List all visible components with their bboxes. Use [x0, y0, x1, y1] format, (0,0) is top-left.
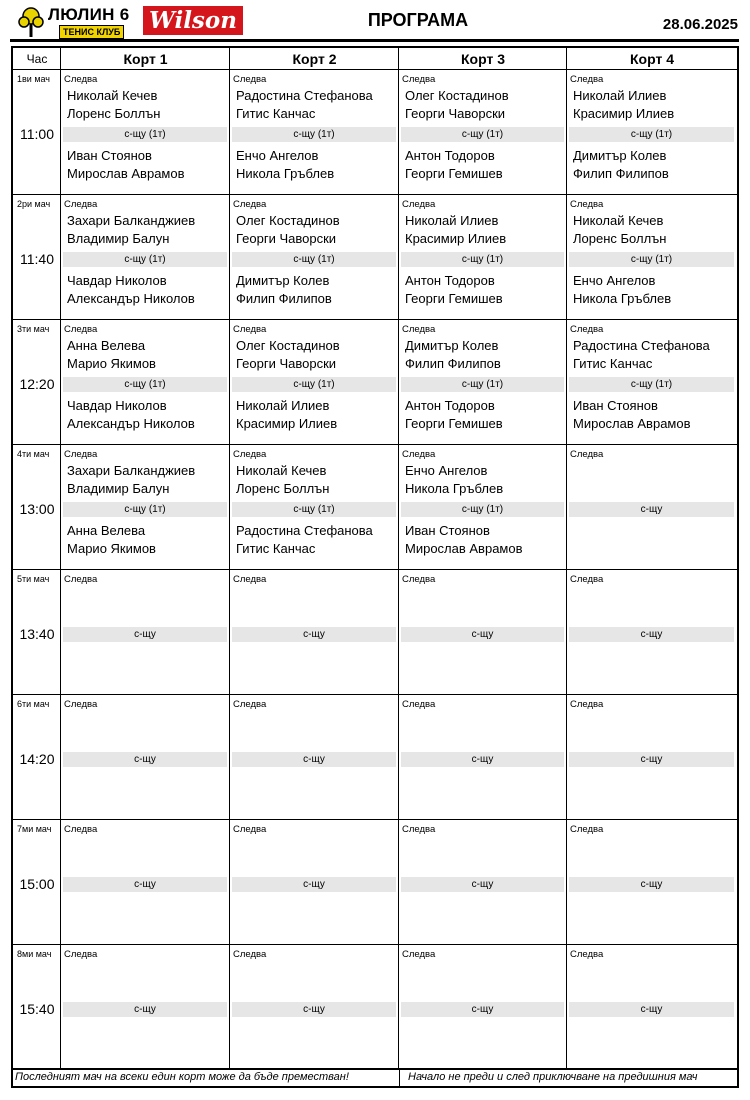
player-name: Олег Костадинов: [236, 338, 340, 353]
court-2-header: Корт 2: [230, 48, 399, 70]
match-number: 6ти мач: [17, 699, 50, 709]
versus-label: с-щу (1т): [63, 502, 227, 517]
match-number: 5ти мач: [17, 574, 50, 584]
court-1-header: Корт 1: [61, 48, 230, 70]
footer-notes: [13, 1068, 737, 1086]
match-number: 8ми мач: [17, 949, 52, 959]
court-3-cell: [399, 570, 567, 694]
player-name: Захари Балканджиев: [67, 213, 196, 228]
next-label: Следва: [402, 949, 436, 960]
versus-label: с-щу (1т): [232, 252, 396, 267]
court-3-cell: [399, 195, 567, 319]
footer-note-right: Начало не преди и след приключване на предишния мач: [408, 1071, 698, 1083]
court-4-cell: [567, 195, 737, 319]
club-name: ЛЮЛИН 6: [48, 5, 130, 24]
next-label: Следва: [64, 324, 98, 335]
versus-label: с-щу: [63, 1002, 227, 1017]
next-label: Следва: [570, 199, 604, 210]
player-name: Радостина Стефанова: [573, 338, 710, 353]
next-label: Следва: [402, 324, 436, 335]
footer-note-left: Последният мач на всеки един корт може да бъде преместван!: [15, 1071, 349, 1083]
player-name: Антон Тодоров: [405, 148, 495, 163]
match-time: 13:00: [19, 501, 55, 517]
player-name: Марио Якимов: [67, 541, 156, 556]
versus-label: с-щу: [401, 752, 564, 767]
match-row: [13, 195, 737, 320]
next-label: Следва: [570, 824, 604, 835]
next-label: Следва: [570, 324, 604, 335]
next-label: Следва: [402, 449, 436, 460]
column-divider: [566, 48, 567, 1068]
match-row: [13, 70, 737, 195]
court-1-cell: [61, 195, 230, 319]
versus-label: с-щу (1т): [569, 377, 734, 392]
court-1-cell: [61, 820, 230, 944]
player-name: Николай Илиев: [405, 213, 499, 228]
versus-label: с-щу: [232, 1002, 396, 1017]
court-2-cell: [230, 695, 399, 819]
player-name: Гитис Канчас: [573, 356, 653, 371]
next-label: Следва: [233, 824, 267, 835]
next-label: Следва: [233, 574, 267, 585]
versus-label: с-щу: [569, 877, 734, 892]
player-name: Владимир Балун: [67, 481, 170, 496]
player-name: Георги Чаворски: [236, 231, 337, 246]
match-row: [13, 945, 737, 1070]
player-name: Георги Гемишев: [405, 416, 503, 431]
player-name: Мирослав Аврамов: [573, 416, 691, 431]
versus-label: с-щу (1т): [401, 502, 564, 517]
player-name: Георги Гемишев: [405, 166, 503, 181]
court-3-header: Корт 3: [399, 48, 567, 70]
versus-label: с-щу: [569, 502, 734, 517]
court-4-header: Корт 4: [567, 48, 737, 70]
court-2-cell: [230, 945, 399, 1069]
court-4-cell: [567, 320, 737, 444]
versus-label: с-щу: [63, 752, 227, 767]
player-name: Николай Илиев: [573, 88, 667, 103]
court-2-cell: [230, 195, 399, 319]
player-name: Николай Илиев: [236, 398, 330, 413]
player-name: Филип Филипов: [236, 291, 332, 306]
player-name: Иван Стоянов: [67, 148, 152, 163]
player-name: Лоренс Боллън: [67, 106, 161, 121]
player-name: Николай Кечев: [67, 88, 158, 103]
court-3-cell: [399, 695, 567, 819]
versus-label: с-щу: [401, 877, 564, 892]
versus-label: с-щу (1т): [401, 377, 564, 392]
player-name: Анна Велева: [67, 523, 146, 538]
court-4-cell: [567, 695, 737, 819]
versus-label: с-щу: [63, 627, 227, 642]
versus-label: с-щу: [569, 752, 734, 767]
player-name: Никола Гръблев: [236, 166, 335, 181]
schedule-date: 28.06.2025: [662, 16, 738, 33]
next-label: Следва: [402, 824, 436, 835]
player-name: Марио Якимов: [67, 356, 156, 371]
player-name: Енчо Ангелов: [236, 148, 319, 163]
court-4-cell: [567, 820, 737, 944]
next-label: Следва: [64, 449, 98, 460]
player-name: Олег Костадинов: [236, 213, 340, 228]
next-label: Следва: [570, 449, 604, 460]
next-label: Следва: [64, 199, 98, 210]
court-2-cell: [230, 320, 399, 444]
versus-label: с-щу (1т): [63, 252, 227, 267]
versus-label: с-щу: [232, 627, 396, 642]
player-name: Захари Балканджиев: [67, 463, 196, 478]
next-label: Следва: [402, 74, 436, 85]
time-column-header: Час: [13, 48, 61, 70]
match-time: 15:00: [19, 876, 55, 892]
court-2-cell: [230, 570, 399, 694]
next-label: Следва: [402, 199, 436, 210]
versus-label: с-щу: [401, 1002, 564, 1017]
player-name: Никола Гръблев: [573, 291, 672, 306]
club-subtitle: ТЕНИС КЛУБ: [59, 25, 124, 39]
court-2-cell: [230, 820, 399, 944]
player-name: Олег Костадинов: [405, 88, 509, 103]
match-row: [13, 445, 737, 570]
player-name: Радостина Стефанова: [236, 88, 373, 103]
match-row: [13, 320, 737, 445]
court-4-cell: [567, 570, 737, 694]
player-name: Иван Стоянов: [573, 398, 658, 413]
player-name: Антон Тодоров: [405, 398, 495, 413]
versus-label: с-щу (1т): [569, 127, 734, 142]
court-1-cell: [61, 945, 230, 1069]
next-label: Следва: [233, 199, 267, 210]
match-time: 15:40: [19, 1001, 55, 1017]
court-4-cell: [567, 945, 737, 1069]
player-name: Чавдар Николов: [67, 398, 167, 413]
player-name: Анна Велева: [67, 338, 146, 353]
court-3-cell: [399, 820, 567, 944]
match-time: 11:40: [20, 251, 54, 267]
player-name: Филип Филипов: [405, 356, 501, 371]
match-row: [13, 570, 737, 695]
versus-label: с-щу (1т): [401, 127, 564, 142]
player-name: Красимир Илиев: [405, 231, 507, 246]
player-name: Владимир Балун: [67, 231, 170, 246]
court-1-cell: [61, 445, 230, 569]
match-number: 4ти мач: [17, 449, 50, 459]
court-1-cell: [61, 695, 230, 819]
versus-label: с-щу: [232, 877, 396, 892]
versus-label: с-щу: [63, 877, 227, 892]
court-1-cell: [61, 70, 230, 194]
next-label: Следва: [233, 74, 267, 85]
next-label: Следва: [64, 824, 98, 835]
court-2-cell: [230, 445, 399, 569]
column-divider: [398, 48, 399, 1068]
versus-label: с-щу: [401, 627, 564, 642]
next-label: Следва: [570, 949, 604, 960]
player-name: Лоренс Боллън: [573, 231, 667, 246]
player-name: Николай Кечев: [573, 213, 664, 228]
match-time: 14:20: [19, 751, 55, 767]
court-2-cell: [230, 70, 399, 194]
next-label: Следва: [233, 949, 267, 960]
court-3-cell: [399, 70, 567, 194]
match-number: 1ви мач: [17, 74, 50, 84]
versus-label: с-щу: [569, 627, 734, 642]
next-label: Следва: [570, 74, 604, 85]
player-name: Мирослав Аврамов: [405, 541, 523, 556]
versus-label: с-щу (1т): [232, 127, 396, 142]
versus-label: с-щу (1т): [232, 377, 396, 392]
match-number: 7ми мач: [17, 824, 52, 834]
column-divider: [60, 48, 61, 1068]
player-name: Чавдар Николов: [67, 273, 167, 288]
player-name: Георги Гемишев: [405, 291, 503, 306]
player-name: Радостина Стефанова: [236, 523, 373, 538]
match-row: [13, 820, 737, 945]
versus-label: с-щу (1т): [569, 252, 734, 267]
page-title: ПРОГРАМА: [367, 10, 469, 30]
next-label: Следва: [233, 449, 267, 460]
versus-label: с-щу (1т): [401, 252, 564, 267]
player-name: Филип Филипов: [573, 166, 669, 181]
player-name: Енчо Ангелов: [405, 463, 488, 478]
next-label: Следва: [233, 699, 267, 710]
player-name: Лоренс Боллън: [236, 481, 330, 496]
player-name: Николай Кечев: [236, 463, 327, 478]
sponsor-logo: Wilson: [143, 6, 243, 35]
versus-label: с-щу (1т): [63, 127, 227, 142]
next-label: Следва: [570, 574, 604, 585]
player-name: Никола Гръблев: [405, 481, 504, 496]
match-time: 12:20: [19, 376, 55, 392]
next-label: Следва: [64, 574, 98, 585]
player-name: Георги Чаворски: [236, 356, 337, 371]
next-label: Следва: [402, 574, 436, 585]
versus-label: с-щу: [569, 1002, 734, 1017]
player-name: Димитър Колев: [573, 148, 667, 163]
player-name: Гитис Канчас: [236, 106, 316, 121]
player-name: Енчо Ангелов: [573, 273, 656, 288]
match-time: 13:40: [19, 626, 55, 642]
footer-separator: [399, 1068, 400, 1086]
next-label: Следва: [64, 74, 98, 85]
court-1-cell: [61, 320, 230, 444]
player-name: Гитис Канчас: [236, 541, 316, 556]
page-header: [0, 0, 750, 42]
versus-label: с-щу (1т): [232, 502, 396, 517]
match-row: [13, 695, 737, 820]
player-name: Александър Николов: [67, 416, 195, 431]
match-number: 3ти мач: [17, 324, 50, 334]
court-4-cell: [567, 70, 737, 194]
next-label: Следва: [64, 949, 98, 960]
player-name: Мирослав Аврамов: [67, 166, 185, 181]
next-label: Следва: [233, 324, 267, 335]
court-3-cell: [399, 320, 567, 444]
versus-label: с-щу (1т): [63, 377, 227, 392]
player-name: Красимир Илиев: [573, 106, 675, 121]
court-3-cell: [399, 445, 567, 569]
player-name: Красимир Илиев: [236, 416, 338, 431]
court-3-cell: [399, 945, 567, 1069]
player-name: Димитър Колев: [405, 338, 499, 353]
player-name: Антон Тодоров: [405, 273, 495, 288]
match-number: 2ри мач: [17, 199, 51, 209]
player-name: Александър Николов: [67, 291, 195, 306]
versus-label: с-щу: [232, 752, 396, 767]
header-divider: [10, 39, 739, 42]
next-label: Следва: [402, 699, 436, 710]
court-1-cell: [61, 570, 230, 694]
column-divider: [229, 48, 230, 1068]
player-name: Димитър Колев: [236, 273, 330, 288]
court-4-cell: [567, 445, 737, 569]
next-label: Следва: [570, 699, 604, 710]
schedule-table: [11, 46, 739, 1088]
player-name: Георги Чаворски: [405, 106, 506, 121]
next-label: Следва: [64, 699, 98, 710]
player-name: Иван Стоянов: [405, 523, 490, 538]
match-time: 11:00: [20, 126, 54, 142]
